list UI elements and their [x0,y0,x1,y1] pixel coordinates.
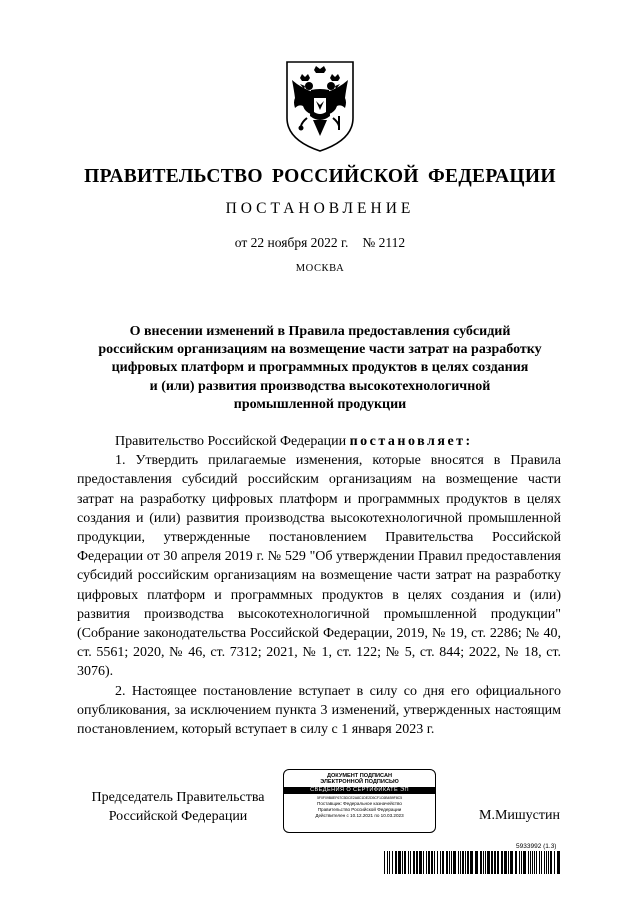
intro-prefix: Правительство Российской Федерации [115,434,347,449]
paragraph-1: 1. Утвердить прилагаемые изменения, которые вносятся в Правила предоставления субсидий российским организациям на возмещение части затрат на разработку цифровых платформ и программных продуктов в целях создания и (или) развития производства высокотехнологичной промышленной продукции, утвержденные постановлением Правительства Российской Федерации от 30 апреля 2019 г. № 529 "Об утверждении Правил предоставления субсидий российским организациям на возмещение части затрат на разработку цифровых платформ и программных продуктов в целях создания и (или) развития производства высокотехнологичной промышленной продукции" (Собрание законодательства Российской Федерации, 2019, № 19, ст. 2286; № 40, ст. 5561; 2020, № 46, ст. 7312; 2021, № 1, ст. 122; № 5, ст. 844; 2022, № 18, ст. 3076). [77,453,561,680]
stamp-title-line: ЭЛЕКТРОННОЙ ПОДПИСЬЮ [320,779,399,786]
electronic-signature-stamp [283,769,436,833]
signer-name: М.Мишустин [479,808,560,823]
stamp-serial: 5F0F09B8EF67C5DCE2A8C1DE2D5CF1C6B4B9F8C5 [316,795,403,800]
government-title: ПРАВИТЕЛЬСТВО РОССИЙСКОЙ ФЕДЕРАЦИИ [84,166,556,187]
subject-line: и (или) развития производства высокотехнологичной [149,378,491,394]
stamp-validity: Действителен с 10.12.2021 по 10.03.2023 [315,813,404,819]
document-code: 5933992 (1.3) [516,843,557,850]
document-date: от 22 ноября 2022 г. [234,235,349,250]
intro-decree: постановляет: [349,434,473,449]
subject-line: цифровых платформ и программных продуктов в целях создания [111,360,529,376]
paragraph-2: 2. Настоящее постановление вступает в силу со дня его официального опубликования, за исключением пункта 3 изменений, утвержденных настоящим постановлением, который вступает в силу с 1 января 2023 г. [77,683,561,738]
subject-line: промышленной продукции [233,396,407,412]
signer-position-line: Российской Федерации [108,809,248,824]
subject-line: российским организациям на возмещение части затрат на разработку [98,342,542,358]
subject-line: О внесении изменений в Правила предоставления субсидий [129,324,511,339]
signer-position-line: Председатель Правительства [91,790,265,805]
document-body [77,432,561,739]
barcode [384,851,560,874]
stamp-owner: Правительство Российской Федерации [317,807,402,813]
stamp-title-line: ДОКУМЕНТ ПОДПИСАН [326,773,393,779]
signer-position [78,788,278,826]
coat-of-arms-emblem [283,58,357,154]
document-city: МОСКВА [295,263,345,274]
document-subject [70,323,570,414]
document-number: № 2112 [362,235,406,250]
date-number-line [0,235,640,251]
stamp-band: СВЕДЕНИЯ О СЕРТИФИКАТЕ ЭП [284,787,435,794]
intro-paragraph [77,432,561,451]
stamp-title [284,770,435,786]
stamp-issuer: Поставщик: Федеральное казначейство [317,801,402,807]
document-type: ПОСТАНОВЛЕНИЕ [225,200,415,217]
